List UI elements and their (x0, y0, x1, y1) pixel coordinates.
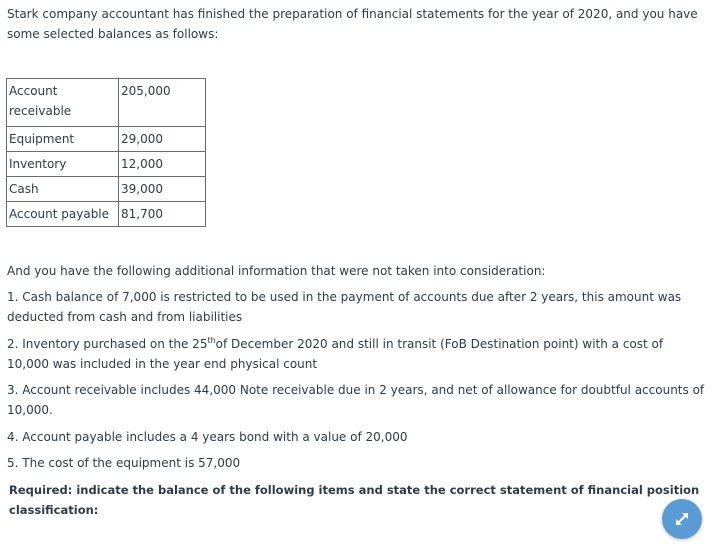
account-name: Inventory (7, 152, 119, 177)
table-row (7, 177, 206, 202)
intro-text: Stark company accountant has finished the preparation of financial statements for the year of 2020, and you have some selected balances as follows: (7, 7, 698, 41)
table-row (7, 202, 206, 227)
expand-arrows-icon (673, 510, 691, 528)
account-name: Cash (7, 177, 119, 202)
account-amount: 81,700 (119, 202, 206, 227)
account-name: Equipment (7, 127, 119, 152)
ordinal-suffix: th (207, 336, 216, 345)
table-row (7, 152, 206, 177)
account-amount: 29,000 (119, 127, 206, 152)
account-name: Account receivable (7, 79, 119, 127)
additional-info-text: And you have the following additional information that were not taken into consideration: (7, 264, 546, 278)
info-item-3: 3. Account receivable includes 44,000 Note receivable due in 2 years, and net of allowance for doubtful accounts of 10,000. (7, 383, 705, 417)
table-row (7, 127, 206, 152)
info-item-2-before: 2. Inventory purchased on the 25 (7, 337, 208, 351)
info-item-2 (7, 335, 707, 374)
account-amount: 39,000 (119, 177, 206, 202)
account-name: Account payable (7, 202, 119, 227)
account-amount: 12,000 (119, 152, 206, 177)
balances-table (6, 78, 206, 227)
info-item-5: 5. The cost of the equipment is 57,000 (7, 456, 241, 470)
info-item-1: 1. Cash balance of 7,000 is restricted to be used in the payment of accounts due after 2 years, this amount was deducted from cash and from liabilities (7, 290, 682, 324)
info-item-2-after: of December 2020 and still in transit (FoB Destination point) with a cost of 10,000 was included in the year end physical count (7, 337, 664, 371)
expand-button[interactable] (662, 499, 702, 539)
info-item-4: 4. Account payable includes a 4 years bond with a value of 20,000 (7, 430, 408, 444)
table-row (7, 79, 206, 127)
account-amount: 205,000 (119, 79, 206, 127)
required-text: Required: indicate the balance of the following items and state the correct statement of financial position classification: (9, 483, 700, 517)
